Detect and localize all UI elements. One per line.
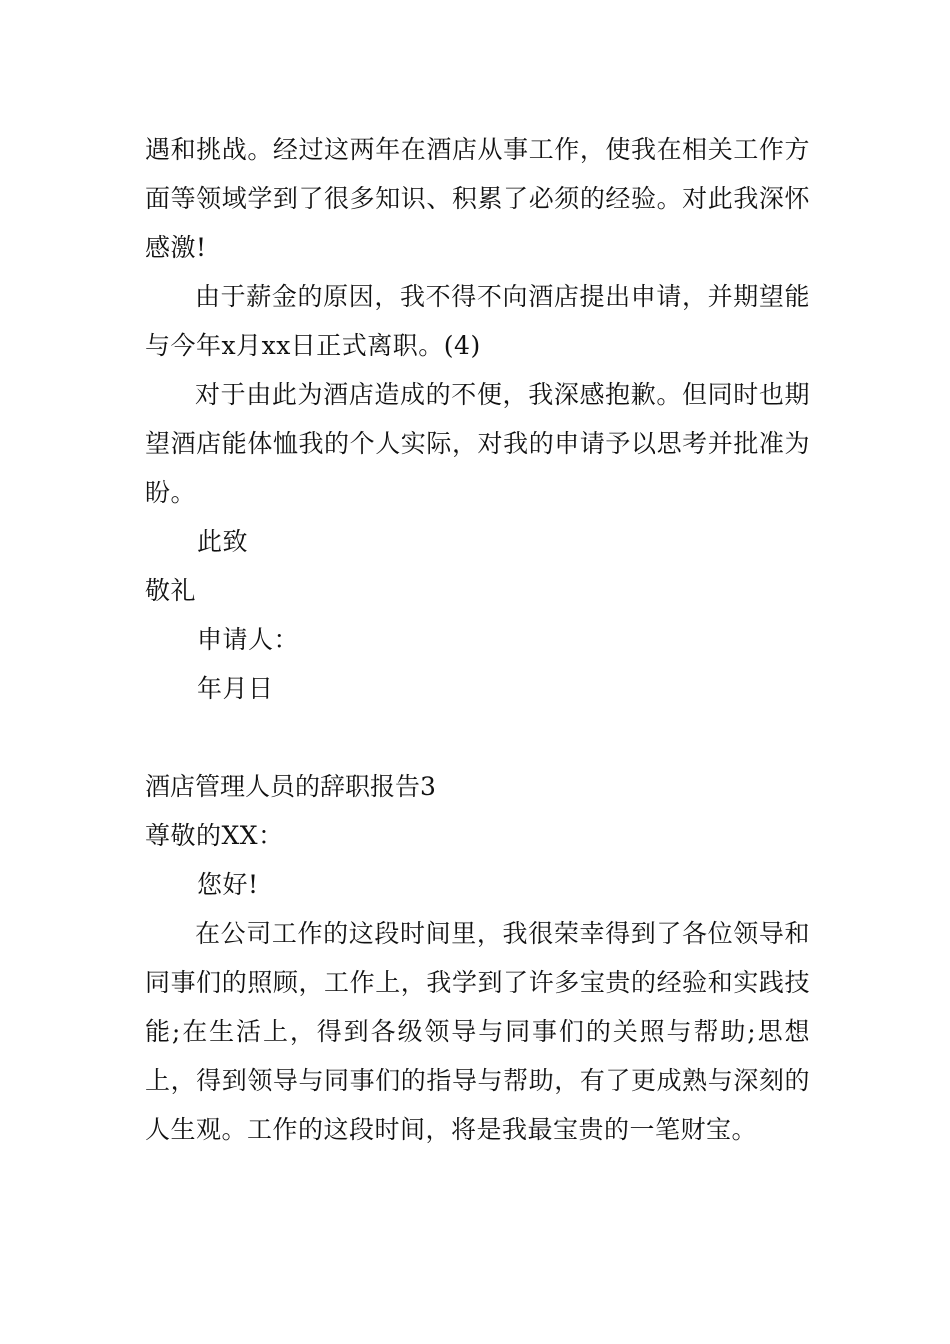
- section-body: 在公司工作的这段时间里，我很荣幸得到了各位领导和同事们的照顾，工作上，我学到了许多宝贵的经验和实践技能;在生活上，得到各级领导与同事们的关照与帮助;思想上，得到领导与同事们的指导与帮助，有了更成熟与深刻的人生观。工作的这段时间，将是我最宝贵的一笔财宝。: [145, 919, 810, 1144]
- document-page: [145, 125, 810, 1154]
- section-title: 酒店管理人员的辞职报告3: [145, 772, 436, 801]
- salutation: 尊敬的XX：: [145, 821, 284, 850]
- applicant-label: 申请人：: [197, 625, 300, 654]
- paragraph-1: 遇和挑战。经过这两年在酒店从事工作，使我在相关工作方面等领域学到了很多知识、积累了必须的经验。对此我深怀感激!: [145, 135, 810, 262]
- paragraph-2: 由于薪金的原因，我不得不向酒店提出申请，并期望能与今年x月xx日正式离职。(4): [145, 282, 810, 360]
- section-gap: [145, 713, 810, 762]
- closing-cizhi: 此致: [197, 527, 249, 556]
- date-label: 年月日: [197, 674, 274, 703]
- closing-jingli: 敬礼: [145, 576, 197, 605]
- paragraph-3: 对于由此为酒店造成的不便，我深感抱歉。但同时也期望酒店能体恤我的个人实际，对我的申请予以思考并批准为盼。: [145, 380, 810, 507]
- greeting: 您好!: [197, 870, 259, 899]
